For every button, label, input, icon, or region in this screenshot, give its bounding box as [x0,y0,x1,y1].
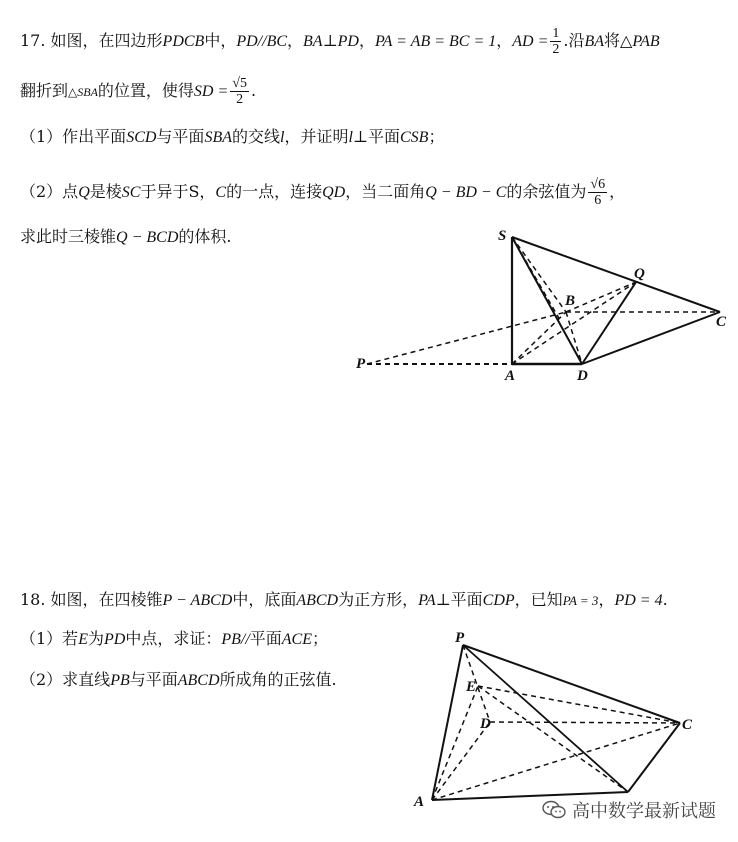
edge-PB [367,312,566,364]
q17-part2-line2: 求此时三棱锥Q − BCD的体积. [20,227,232,246]
fraction-one-half: $\frac{1}{2}$ [552,26,560,57]
edge-PA-18 [432,645,463,800]
edge-BC-18 [628,723,680,792]
wechat-icon [542,800,566,820]
label-B: B [565,293,576,309]
q18-part1: （1）若E为PD中点，求证：PB//平面ACE； [20,629,329,648]
label-E-18: E [466,679,477,695]
label-P-18: P [455,630,465,646]
edge-DC-18 [490,722,680,723]
label-P: P [356,356,366,372]
edge-SC [512,237,720,312]
q18-line1: 18. 如图，在四棱锥P − ABCD中，底面ABCD为正方形，PA⊥平面CDP，已知PA = 3，PD = 4. [20,590,668,609]
fraction-sqrt6-over-6: $\frac{√6}{6}$ [590,177,606,208]
edge-SB [512,237,566,312]
edge-AC-18 [432,723,680,800]
q17-line1: 17. 如图，在四边形PDCB中，PD//BC，BA⊥PD，PA = AB = BC = 1，AD = $\frac{1}{2}$ .沿BA将△PAB [20,26,660,57]
watermark-text: 高中数学最新试题 [572,801,716,822]
fraction-sqrt5-over-2: $\frac{√5}{2}$ [232,76,247,107]
label-D: D [577,368,588,384]
edge-AE-18 [432,686,478,800]
q17-part2: （2）点Q是棱SC于异于S，C的一点，连接QD，当二面角Q − BD − C的余弦值为 $\frac{√6}{6}$ ， [20,177,626,208]
edge-AB [512,312,566,364]
edge-PC [463,645,680,723]
label-Q: Q [634,266,645,282]
q18-figure [432,645,680,800]
edge-EC-18 [478,686,680,723]
label-A: A [505,368,516,384]
q18-part2: （2）求直线PB与平面ABCD所成角的正弦值. [20,670,337,689]
label-C: C [716,314,727,330]
label-C-18: C [682,717,693,733]
q17-part1: （1）作出平面SCD与平面SBA的交线l，并证明l⊥平面CSB； [20,127,445,146]
edge-EB-18 [478,686,628,792]
label-S: S [498,228,507,244]
q17-line2: 翻折到△SBA的位置，使得SD = $\frac{√5}{2}$ . [20,76,257,107]
label-D-18: D [480,716,491,732]
label-A-18: A [414,794,425,810]
watermark [542,797,716,823]
edge-DC [582,312,720,364]
